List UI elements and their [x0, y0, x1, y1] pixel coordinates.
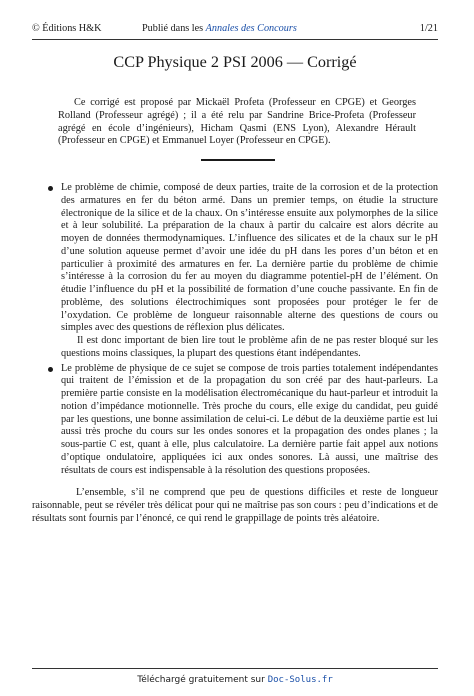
conclusion-paragraph: L’ensemble, s’il ne comprend que peu de questions difficiles et reste de longueur raisonnable, peut se révéler très délicat pour qui ne maîtrise pas son cours : peu d’indications et de résultats sont fournis par l’énoncé, ce qui rend le grappillage de points très aléatoire. [32, 487, 438, 524]
authors-paragraph: Ce corrigé est proposé par Mickaël Profeta (Professeur en CPGE) et Georges Rolland (Professeur agrégé) ; il a été relu par Sandrine Brice-Profeta (Professeur agrégé en école d’ingénieurs), Hicham Qasmi (ENS Lyon), Alexandre Hérault (Professeur en CPGE) et Emmanuel Loyer (Professeur en CPGE). [58, 97, 416, 147]
running-header [32, 22, 438, 36]
section-separator [201, 159, 275, 161]
site-link[interactable]: Doc-Solus.fr [267, 675, 333, 685]
published-prefix: Publié dans les [142, 23, 204, 34]
list-item-physics [32, 363, 438, 478]
footer-divider [32, 668, 438, 669]
chemistry-summary-continued: Il est donc important de bien lire tout le problème afin de ne pas rester bloqué sur les questions moins classiques, la plupart des questions étant indépendantes. [61, 335, 438, 359]
download-footer [32, 674, 438, 686]
document-title: CCP Physique 2 PSI 2006 — Corrigé [113, 53, 357, 71]
page-number: 1/21 [419, 23, 438, 34]
footer-prefix: Téléchargé gratuitement sur [137, 675, 265, 685]
list-item-chemistry [32, 182, 438, 361]
chemistry-summary: Le problème de chimie, composé de deux parties, traite de la corrosion et de la protection des armatures en fer du béton armé. Dans un premier temps, on étudie la structure électronique de la silice et de la chaux. On s’intéresse ensuite aux polymorphes de la silice et à leur solubilité. La préparation de la chaux à partir du calcaire est alors décrite au moyen de données thermodynamiques. L’influence des silicates et de la chaux sur le pH d’une solution aqueuse permet d’avoir une idée du pH dans les pores d’un béton et en particulier à proximité des armatures en fer. La dernière partie du problème de chimie s’intéresse à la corrosion du fer au moyen du diagramme potentiel-pH de l’élément. On étudie l’influence du pH et la possibilité de formation d’une couche passivante. En fin de problème, des solutions électrochimiques sont proposées pour protéger le fer de l’oxydation. Ce problème de longueur raisonnable alterne des questions de cours ou simples avec des questions de réflexion plus délicates. [61, 182, 438, 334]
header-divider [32, 39, 438, 40]
physics-summary: Le problème de physique de ce sujet se compose de trois parties totalement indépendantes qui traitent de l’émission et de la propagation du son créé par des haut-parleurs. La première partie consiste en la modélisation électromécanique du haut-parleur et introduit la notion d’impédance motionnelle. Très proche du cours, elle exige du candidat, peu guidé par les questions, une bonne assimilation de celui-ci. Le début de la deuxième partie est lui aussi très proche du cours sur les ondes sonores et la propagation des ondes planes ; la sous-partie C est, quant à elle, plus calculatoire. La dernière partie fait appel aux notions d’optique ondulatoire, appliquées ici aux ondes sonores. Là aussi, une maîtrise des résultats de cours est indispensable à la résolution des questions proposées. [61, 362, 438, 476]
publisher-label: © Éditions H&K [32, 23, 102, 34]
bullet-icon [48, 367, 53, 372]
collection-link[interactable]: Annales des Concours [205, 23, 297, 34]
bullet-icon [48, 186, 53, 191]
publication-note [142, 22, 297, 36]
summary-list [32, 182, 438, 479]
